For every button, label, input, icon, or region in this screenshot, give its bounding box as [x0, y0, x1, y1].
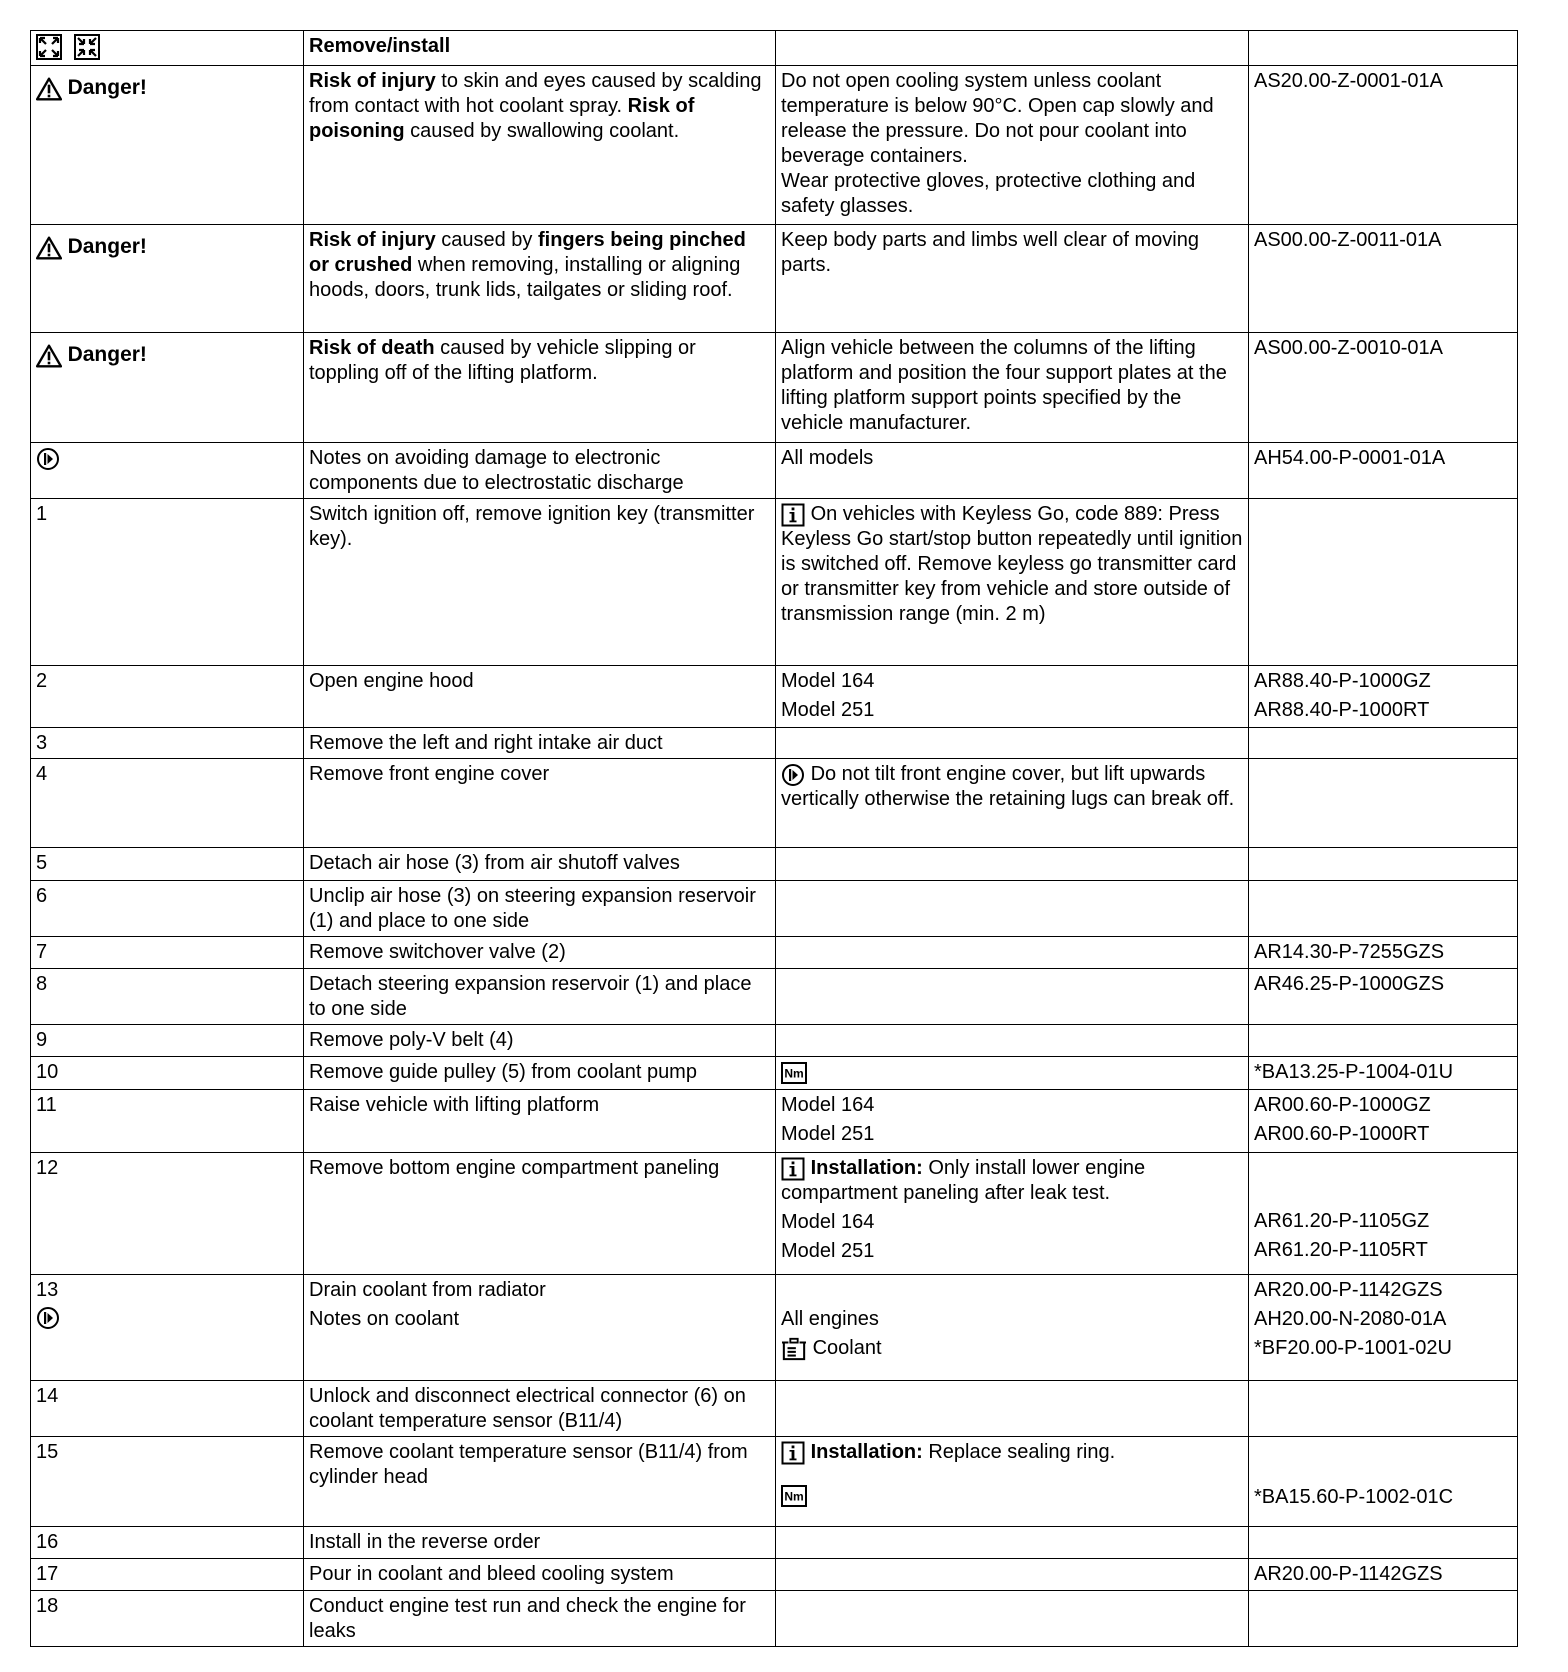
info-icon: [781, 1157, 805, 1181]
header-title: Remove/install: [304, 31, 776, 66]
step-row: 17 Pour in coolant and bleed cooling system AR20.00-P-1142GZS: [31, 1559, 1518, 1591]
step-number: 5: [31, 848, 304, 881]
step-number: 2: [31, 666, 304, 728]
reference-link[interactable]: AS20.00-Z-0001-01A: [1249, 66, 1518, 225]
danger-label: Danger!: [67, 343, 147, 366]
step-row: 8 Detach steering expansion reservoir (1) and place to one side AR46.25-P-1000GZS: [31, 969, 1518, 1025]
step-row: 2 Open engine hood Model 164 Model 251 AR88.40-P-1000GZ AR88.40-P-1000RT: [31, 666, 1518, 728]
step-row: 16 Install in the reverse order: [31, 1527, 1518, 1559]
step-row: 18 Conduct engine test run and check the engine for leaks: [31, 1591, 1518, 1647]
reference-link[interactable]: AR61.20-P-1105RT: [1254, 1239, 1428, 1261]
header-row: [31, 31, 1518, 66]
reference-link[interactable]: AR20.00-P-1142GZS: [1254, 1279, 1443, 1301]
torque-nm-icon: [781, 1485, 807, 1507]
step-row: 7 Remove switchover valve (2) AR14.30-P-7255GZS: [31, 937, 1518, 969]
step-number: 10: [31, 1057, 304, 1090]
step-number: 17: [31, 1559, 304, 1591]
step-number: 3: [31, 728, 304, 759]
danger-label: Danger!: [67, 235, 147, 258]
procedure-table: [30, 30, 1518, 1647]
warning-triangle-icon: [36, 77, 62, 101]
danger-row: Danger! Risk of injury to skin and eyes caused by scalding from contact with hot coolant spray. Risk of poisoning caused by swallowing coolant. Do not open cooling system unless coolant temperature is below 90°C. Open cap slowly and release the pressure. Do not pour coolant into beverage containers. Wear protective gloves, protective clothing and safety glasses. AS20.00-Z-0001-01A: [31, 66, 1518, 225]
info-icon: [781, 503, 805, 527]
step-number: 9: [31, 1025, 304, 1057]
torque-nm-icon: [781, 1062, 807, 1084]
danger-row: Danger! Risk of death caused by vehicle slipping or toppling off of the lifting platform. Align vehicle between the columns of the lifting platform and position the four support plates at the lifting platform support points specified by the vehicle manufacturer. AS00.00-Z-0010-01A: [31, 333, 1518, 443]
esd-note-icon: [36, 447, 60, 471]
warning-triangle-icon: [36, 236, 62, 260]
svg-text:Nm: Nm: [784, 1489, 804, 1504]
step-number: 18: [31, 1591, 304, 1647]
reference-link[interactable]: AR00.60-P-1000RT: [1254, 1123, 1430, 1145]
reference-link[interactable]: AR14.30-P-7255GZS: [1249, 937, 1518, 969]
esd-note-icon: [781, 763, 805, 787]
reference-link[interactable]: *BA13.25-P-1004-01U: [1249, 1057, 1518, 1090]
danger-row: Danger! Risk of injury caused by fingers being pinched or crushed when removing, installing or aligning hoods, doors, trunk lids, tailgates or sliding roof. Keep body parts and limbs well clear of moving parts. AS00.00-Z-0011-01A: [31, 225, 1518, 333]
step-row: 13 Drain coolant from radiator Notes on coolant All engines Coolant AR20.00-P-1142GZS AH20.00-N-2080-01A *BF20.00-P-1001-02U: [31, 1275, 1518, 1381]
header-icons-cell: [31, 31, 304, 66]
step-row: 1 Switch ignition off, remove ignition key (transmitter key). On vehicles with Keyless Go, code 889: Press Keyless Go start/stop button repeatedly until ignition is switched off. Remove keyless go transmitter card or transmitter key from vehicle and store outside of transmission range (min. 2 m): [31, 499, 1518, 666]
step-number: 4: [31, 759, 304, 848]
danger-label: Danger!: [67, 76, 147, 99]
step-number: 8: [31, 969, 304, 1025]
reference-link[interactable]: AR88.40-P-1000RT: [1254, 699, 1430, 721]
reference-link[interactable]: *BF20.00-P-1001-02U: [1254, 1337, 1452, 1359]
warning-triangle-icon: [36, 344, 62, 368]
reference-link[interactable]: AS00.00-Z-0011-01A: [1249, 225, 1518, 333]
reference-link[interactable]: AR46.25-P-1000GZS: [1249, 969, 1518, 1025]
step-row: 15 Remove coolant temperature sensor (B11/4) from cylinder head Installation: Replace sealing ring. Nm *BA15.60-P-1002-01C: [31, 1437, 1518, 1527]
step-row: 5 Detach air hose (3) from air shutoff valves: [31, 848, 1518, 881]
step-row: 3 Remove the left and right intake air duct: [31, 728, 1518, 759]
step-number: 1: [31, 499, 304, 666]
info-icon: [781, 1441, 805, 1465]
collapse-corners-icon[interactable]: [74, 34, 100, 60]
reference-link[interactable]: AR00.60-P-1000GZ: [1254, 1094, 1431, 1116]
step-number: 13: [36, 1279, 59, 1301]
step-row: 12 Remove bottom engine compartment paneling Installation: Only install lower engine compartment paneling after leak test. Model 164 Model 251 AR61.20-P-1105GZ AR61.20-P-1105RT: [31, 1153, 1518, 1275]
step-row: 6 Unclip air hose (3) on steering expansion reservoir (1) and place to one side: [31, 881, 1518, 937]
reference-link[interactable]: AH54.00-P-0001-01A: [1249, 443, 1518, 499]
reference-link[interactable]: AH20.00-N-2080-01A: [1254, 1308, 1447, 1330]
step-number: 15: [31, 1437, 304, 1527]
step-row: 11 Raise vehicle with lifting platform Model 164 Model 251 AR00.60-P-1000GZ AR00.60-P-1000RT: [31, 1090, 1518, 1153]
step-row: 4 Remove front engine cover Do not tilt front engine cover, but lift upwards vertically otherwise the retaining lugs can break off.: [31, 759, 1518, 848]
step-number: 14: [31, 1381, 304, 1437]
esd-note-row: Notes on avoiding damage to electronic components due to electrostatic discharge All models AH54.00-P-0001-01A: [31, 443, 1518, 499]
reference-link[interactable]: AR20.00-P-1142GZS: [1249, 1559, 1518, 1591]
step-number: 7: [31, 937, 304, 969]
step-number: 11: [31, 1090, 304, 1153]
reference-link[interactable]: *BA15.60-P-1002-01C: [1254, 1486, 1454, 1508]
step-number: 16: [31, 1527, 304, 1559]
svg-text:Nm: Nm: [784, 1066, 804, 1081]
reference-link[interactable]: AR61.20-P-1105GZ: [1254, 1210, 1430, 1232]
step-row: 9 Remove poly-V belt (4): [31, 1025, 1518, 1057]
esd-note-icon: [36, 1306, 60, 1330]
step-number: 12: [31, 1153, 304, 1275]
step-number: 6: [31, 881, 304, 937]
expand-corners-icon[interactable]: [36, 34, 62, 60]
step-row: 10 Remove guide pulley (5) from coolant pump Nm *BA13.25-P-1004-01U: [31, 1057, 1518, 1090]
reference-link[interactable]: AR88.40-P-1000GZ: [1254, 670, 1431, 692]
step-row: 14 Unlock and disconnect electrical connector (6) on coolant temperature sensor (B11/4): [31, 1381, 1518, 1437]
reference-link[interactable]: AS00.00-Z-0010-01A: [1249, 333, 1518, 443]
coolant-container-icon: [781, 1337, 807, 1361]
